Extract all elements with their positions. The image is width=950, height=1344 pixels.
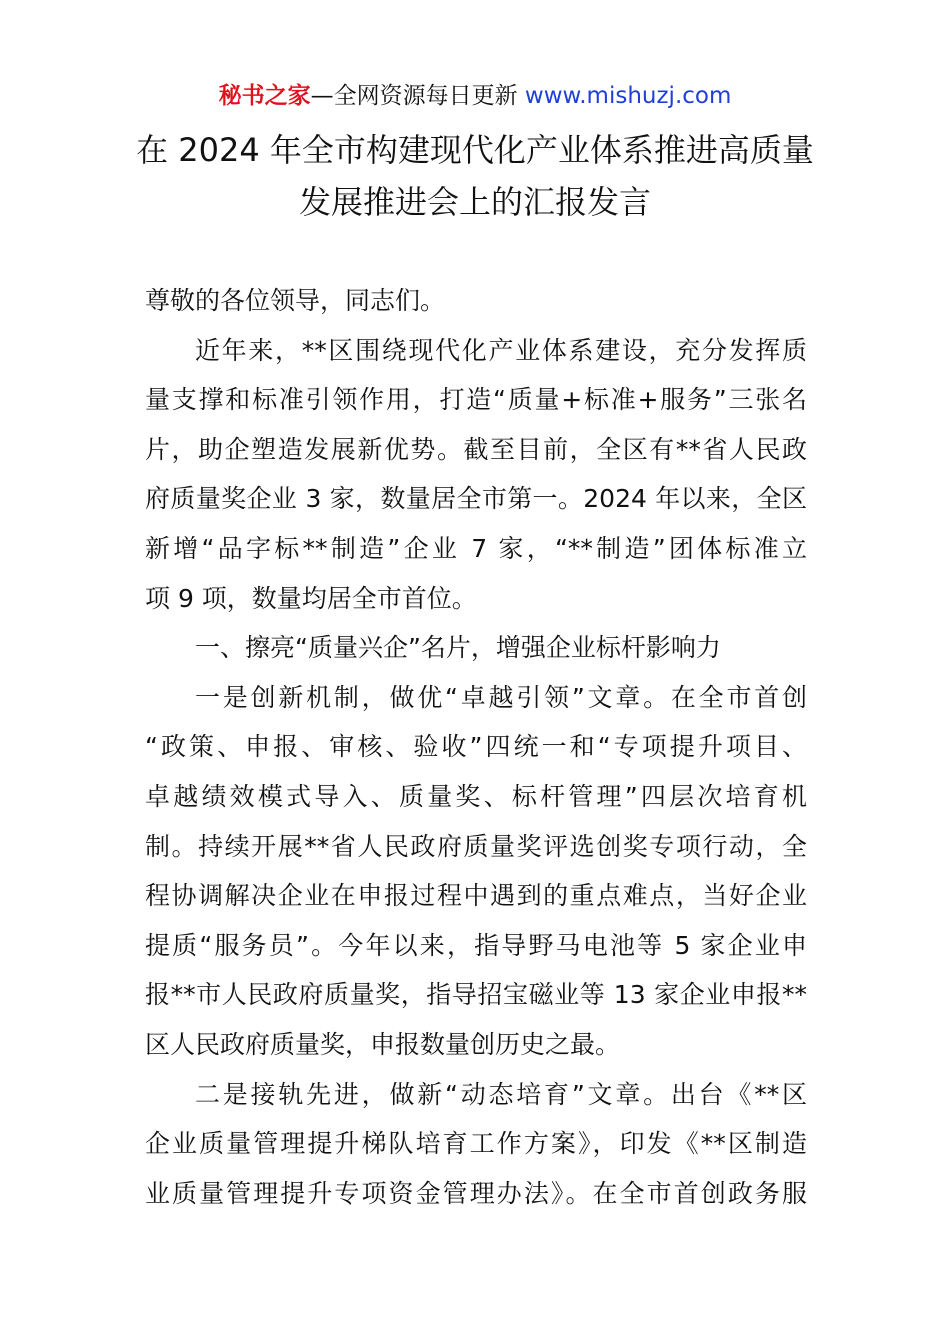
title-line: 在 2024 年全市构建现代化产业体系推进高质量 <box>136 131 814 169</box>
section-heading: 一、擦亮“质量兴企”名片，增强企业标杆影响力 <box>195 633 721 663</box>
body-line: 量支撑和标准引领作用，打造“质量+标准+服务”三张名 <box>145 385 807 415</box>
document-title <box>0 124 950 228</box>
body-line: 片，助企塑造发展新优势。截至目前，全区有**省人民政 <box>145 434 807 464</box>
body-line: 提质“服务员”。今年以来，指导野马电池等 5 家企业申 <box>145 930 807 960</box>
site-brand: 秘书之家 <box>218 83 311 109</box>
site-header <box>0 80 950 112</box>
body-line: 制。持续开展**省人民政府质量奖评选创奖专项行动，全 <box>145 831 807 861</box>
title-line: 发展推进会上的汇报发言 <box>298 183 651 221</box>
body-line: 二是接轨先进，做新“动态培育”文章。出台《**区 <box>195 1079 807 1109</box>
body-line: 区人民政府质量奖，申报数量创历史之最。 <box>145 1029 621 1059</box>
body-line: 一是创新机制，做优“卓越引领”文章。在全市首创 <box>195 682 807 712</box>
body-line: 业质量管理提升专项资金管理办法》。在全市首创政务服 <box>145 1178 807 1208</box>
site-url[interactable]: www.mishuzj.com <box>524 83 732 109</box>
site-tagline: —全网资源每日更新 <box>310 83 525 109</box>
body-line: 卓越绩效模式导入、质量奖、标杆管理”四层次培育机 <box>145 781 807 811</box>
body-line: 项 9 项，数量均居全市首位。 <box>145 583 477 613</box>
body-line: 程协调解决企业在申报过程中遇到的重点难点，当好企业 <box>145 881 807 911</box>
salutation: 尊敬的各位领导，同志们。 <box>145 286 446 315</box>
body-line: 新增“品字标**制造”企业 7 家，“**制造”团体标准立 <box>145 533 807 563</box>
document-body <box>145 276 807 1218</box>
body-line: 近年来，**区围绕现代化产业体系建设，充分发挥质 <box>195 335 807 365</box>
body-line: 府质量奖企业 3 家，数量居全市第一。2024 年以来，全区 <box>145 484 807 514</box>
body-line: 企业质量管理提升梯队培育工作方案》，印发《**区制造 <box>145 1129 807 1159</box>
body-line: 报**市人民政府质量奖，指导招宝磁业等 13 家企业申报** <box>145 980 807 1010</box>
body-line: “政策、申报、审核、验收”四统一和“专项提升项目、 <box>145 732 807 762</box>
